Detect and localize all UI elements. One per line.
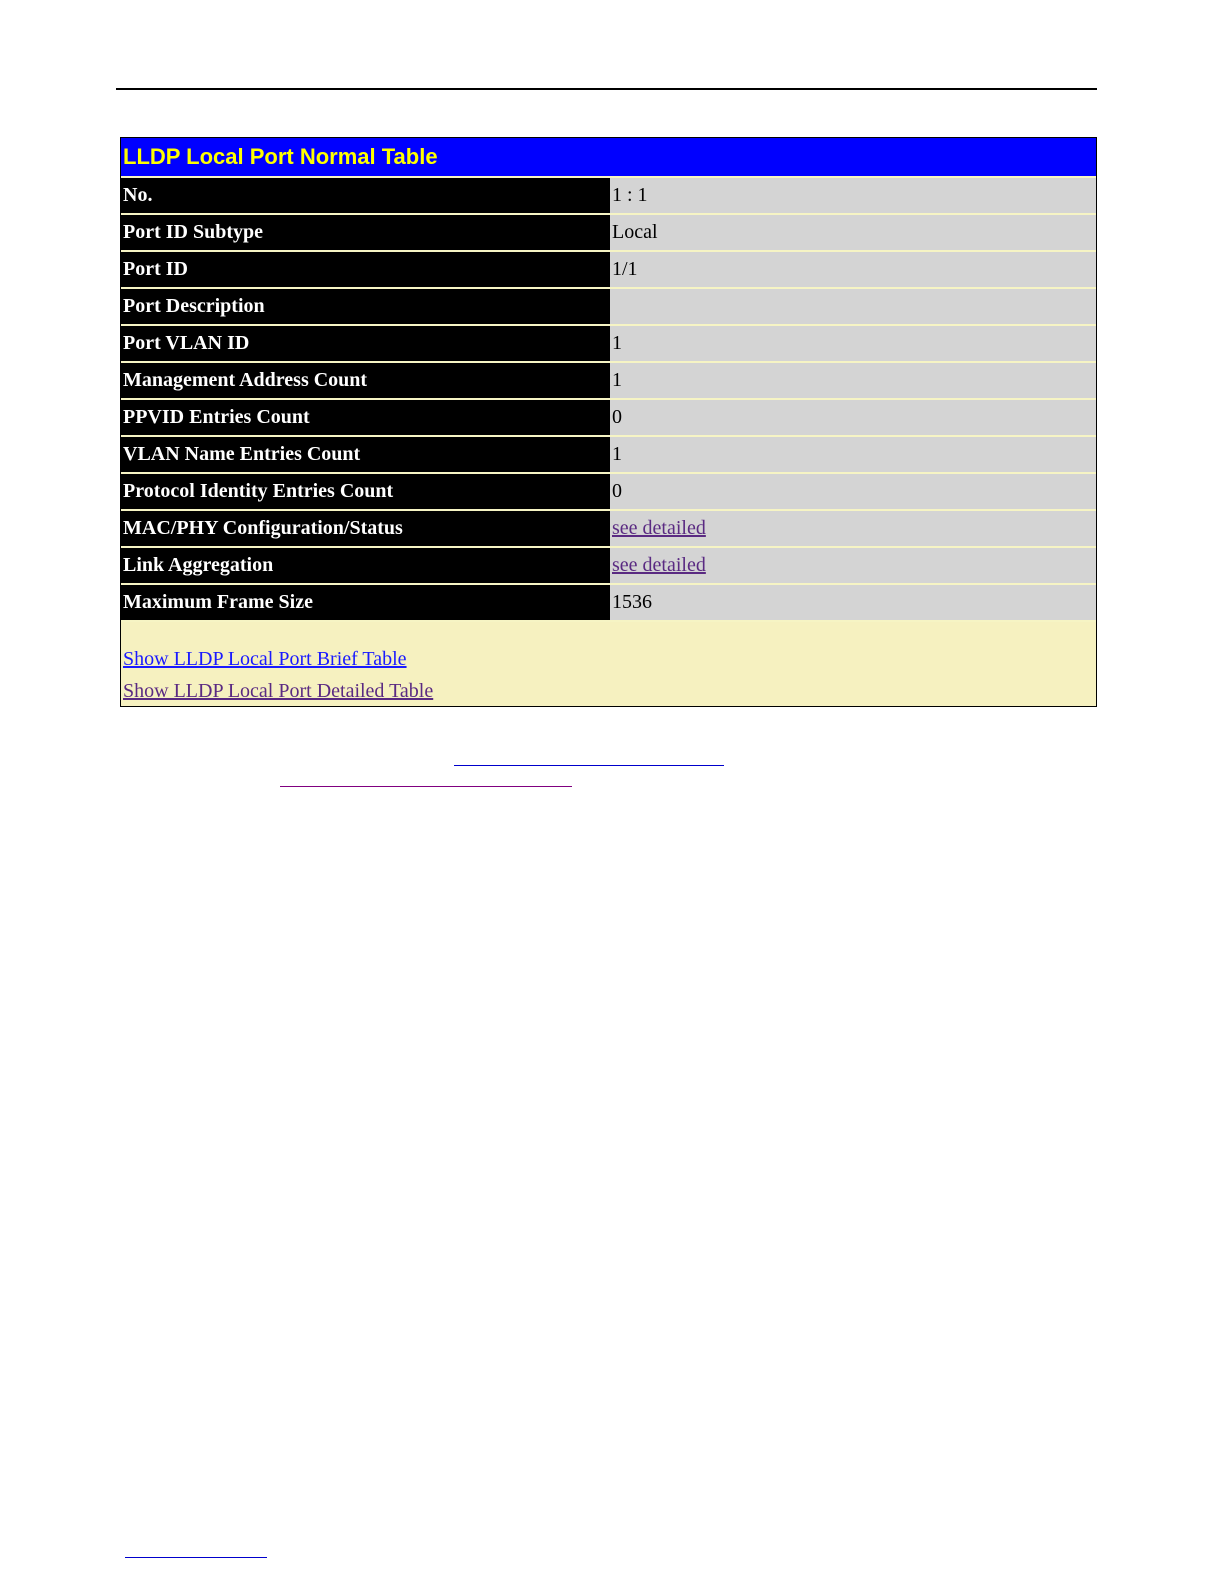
row-label-port-description: Port Description bbox=[121, 288, 610, 325]
row-value-port-id: 1/1 bbox=[610, 251, 1096, 288]
row-value-mac-phy-configuration-status bbox=[610, 510, 1096, 547]
row-value-vlan-name-entries-count: 1 bbox=[610, 436, 1096, 473]
table-row bbox=[121, 362, 1096, 399]
show-brief-table-link[interactable]: Show LLDP Local Port Brief Table bbox=[123, 648, 407, 670]
table-row bbox=[121, 214, 1096, 251]
row-label-mac-phy-configuration-status: MAC/PHY Configuration/Status bbox=[121, 510, 610, 547]
row-label-maximum-frame-size: Maximum Frame Size bbox=[121, 584, 610, 620]
row-value-port-description bbox=[610, 288, 1096, 325]
table-row bbox=[121, 436, 1096, 473]
row-label-ppvid-entries-count: PPVID Entries Count bbox=[121, 399, 610, 436]
row-label-port-id-subtype: Port ID Subtype bbox=[121, 214, 610, 251]
table-row bbox=[121, 288, 1096, 325]
top-rule bbox=[116, 88, 1097, 90]
underline-rule bbox=[280, 786, 572, 787]
panel-title: LLDP Local Port Normal Table bbox=[121, 138, 1096, 176]
row-label-port-id: Port ID bbox=[121, 251, 610, 288]
see-detailed-link-aggregation-link[interactable]: see detailed bbox=[612, 554, 706, 576]
underline-rule bbox=[454, 765, 724, 766]
show-detailed-table-link[interactable]: Show LLDP Local Port Detailed Table bbox=[123, 680, 434, 702]
row-value-no: 1 : 1 bbox=[610, 177, 1096, 214]
row-label-no: No. bbox=[121, 177, 610, 214]
row-value-port-id-subtype: Local bbox=[610, 214, 1096, 251]
table-row bbox=[121, 510, 1096, 547]
lldp-local-port-panel bbox=[120, 137, 1097, 707]
lldp-local-port-table bbox=[121, 176, 1096, 620]
see-detailed-mac-phy-link[interactable]: see detailed bbox=[612, 517, 706, 539]
row-value-ppvid-entries-count: 0 bbox=[610, 399, 1096, 436]
row-value-management-address-count: 1 bbox=[610, 362, 1096, 399]
table-row bbox=[121, 547, 1096, 584]
table-footer bbox=[121, 620, 1096, 706]
row-label-vlan-name-entries-count: VLAN Name Entries Count bbox=[121, 436, 610, 473]
table-row bbox=[121, 177, 1096, 214]
row-label-link-aggregation: Link Aggregation bbox=[121, 547, 610, 584]
row-label-management-address-count: Management Address Count bbox=[121, 362, 610, 399]
row-label-port-vlan-id: Port VLAN ID bbox=[121, 325, 610, 362]
table-row bbox=[121, 473, 1096, 510]
footnote-rule bbox=[125, 1557, 267, 1558]
row-value-link-aggregation bbox=[610, 547, 1096, 584]
row-value-protocol-identity-entries-count: 0 bbox=[610, 473, 1096, 510]
row-label-protocol-identity-entries-count: Protocol Identity Entries Count bbox=[121, 473, 610, 510]
row-value-maximum-frame-size: 1536 bbox=[610, 584, 1096, 620]
row-value-port-vlan-id: 1 bbox=[610, 325, 1096, 362]
table-row bbox=[121, 399, 1096, 436]
table-row bbox=[121, 325, 1096, 362]
table-row bbox=[121, 251, 1096, 288]
table-row bbox=[121, 584, 1096, 620]
